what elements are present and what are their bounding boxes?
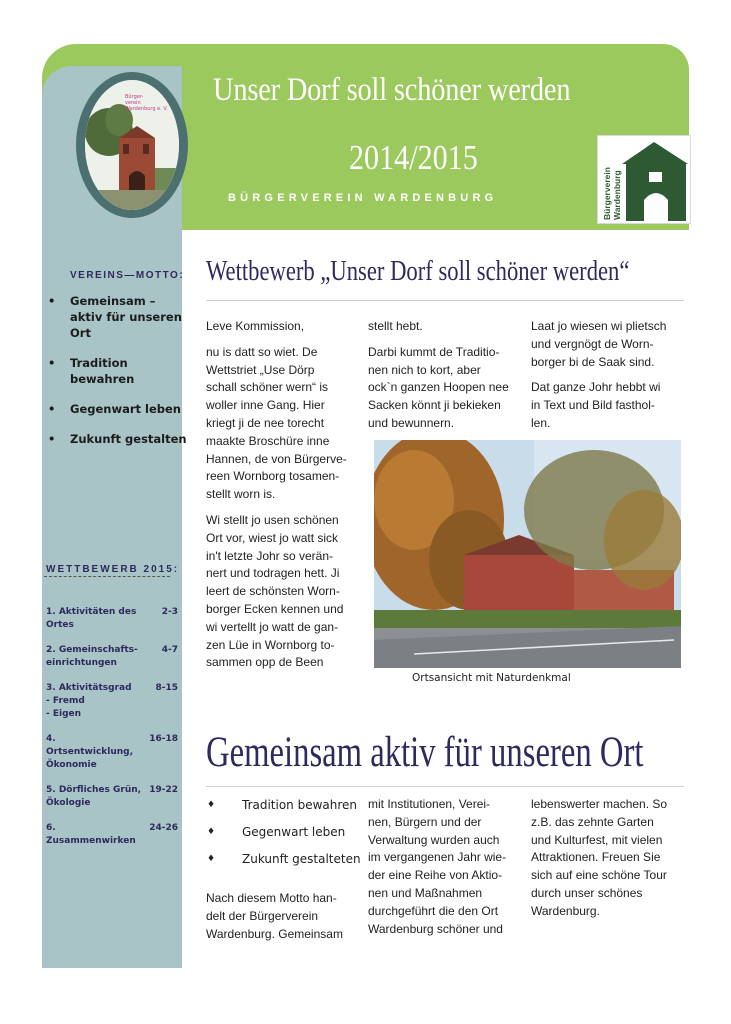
newsletter-year: 2014/2015 bbox=[349, 138, 478, 177]
article-column-1: Leve Kommission, nu is datt so wiet. De Wettstriet „Use Dörp schall schöner wern“ is woller inne Gang. Hier kriegt ji de nee torecht maakte Broschüre inne Hannen, de von Bürgerve- reen Wornborg tosamen- stellt worn is. Wi stellt jo usen schönen Ort vor, wiest jo watt sick in't letzte Johr so verän- nert und todragen hett. Ji leert de schönsten Worn- borger Ecken kennen und wi vertellt jo watt de gan- zen Lüe in Wornborg to- sammen opp de Been bbox=[206, 319, 347, 670]
village-photo bbox=[374, 440, 681, 668]
divider bbox=[206, 786, 684, 787]
photo-caption: Ortsansicht mit Naturdenkmal bbox=[412, 672, 571, 684]
section-headline: Gemeinsam aktiv für unseren Ort bbox=[206, 729, 644, 776]
diamond-bullet-icon: ♦ bbox=[207, 854, 216, 864]
divider bbox=[206, 300, 684, 301]
organization-name: BÜRGERVEREIN WARDENBURG bbox=[228, 192, 498, 204]
toc-row[interactable]: 4. Ortsentwicklung, Ökonomie 16-18 bbox=[46, 734, 178, 770]
motto-item: • Gegenwart leben bbox=[48, 402, 181, 416]
gatehouse-logo-icon bbox=[598, 136, 690, 223]
oval-caption: Bürger- verein Wardenburg e. V. bbox=[125, 94, 168, 112]
section-column-1: Nach diesem Motto han- delt der Bürgerverein Wardenburg. Gemeinsam bbox=[206, 891, 343, 941]
list-item: ♦ Tradition bewahren bbox=[207, 798, 358, 812]
motto-item: • Gemeinsam – aktiv für unseren Ort bbox=[48, 294, 182, 340]
list-item: ♦ Zukunft gestalteten bbox=[207, 852, 361, 866]
newsletter-title: Unser Dorf soll schöner werden bbox=[213, 72, 571, 108]
diamond-bullet-icon: ♦ bbox=[207, 800, 216, 810]
diamond-bullet-icon: ♦ bbox=[207, 827, 216, 837]
bullet-icon: • bbox=[48, 356, 56, 370]
motto-bullets bbox=[206, 797, 366, 878]
toc-row[interactable]: 1. Aktivitäten des Ortes 2-3 bbox=[46, 607, 178, 630]
motto-heading: VEREINS—MOTTO: bbox=[70, 270, 185, 281]
section-column-2: mit Institutionen, Verei- nen, Bürgern und der Verwaltung wurden auch im vergangenen Jahr wie- der eine Reihe von Aktio- nen und Maßnahmen durchgeführt die den Ort Wardenburg schöner und bbox=[368, 797, 507, 936]
bullet-icon: • bbox=[48, 294, 56, 308]
divider bbox=[44, 576, 170, 577]
bullet-icon: • bbox=[48, 402, 56, 416]
svg-text:Wardenburg: Wardenburg bbox=[612, 170, 622, 220]
bullet-icon: • bbox=[48, 432, 56, 446]
motto-item: • Tradition bewahren bbox=[48, 356, 135, 386]
table-of-contents bbox=[46, 606, 178, 860]
toc-row[interactable]: 5. Dörfliches Grün, Ökologie 19-22 bbox=[46, 785, 178, 808]
contest-heading: WETTBEWERB 2015: bbox=[46, 564, 180, 575]
article-headline: Wettbewerb „Unser Dorf soll schöner werden“ bbox=[206, 255, 630, 287]
article-column-3: Laat jo wiesen wi plietsch und vergnögt de Worn- borger bi de Saak sind. Dat ganze Johr hebbt wi in Text und Bild fasthol- len. bbox=[531, 319, 667, 430]
motto-list bbox=[48, 293, 188, 461]
club-logo bbox=[597, 135, 691, 224]
motto-item: • Zukunft gestalten bbox=[48, 432, 187, 446]
section-column-3: lebenswerter machen. So z.B. das zehnte Garten und Kulturfest, mit vielen Attraktionen. Freuen Sie sich auf eine schöne Tour durch unser schönes Wardenburg. bbox=[531, 797, 668, 918]
toc-row[interactable]: 3. Aktivitätsgrad - Fremd - Eigen 8-15 bbox=[46, 683, 178, 719]
toc-row[interactable]: 2. Gemeinschafts- einrichtungen 4-7 bbox=[46, 645, 178, 668]
list-item: ♦ Gegenwart leben bbox=[207, 825, 346, 839]
article-column-2: stellt hebt. Darbi kummt de Traditio- nen nich to kort, aber ock`n ganzen Hoopen nee Sacken könnt ji bekieken und bewunnern. bbox=[368, 319, 509, 430]
svg-text:Bürgerverein: Bürgerverein bbox=[602, 167, 612, 220]
toc-row[interactable]: 6. Zusammenwirken 24-26 bbox=[46, 823, 178, 846]
